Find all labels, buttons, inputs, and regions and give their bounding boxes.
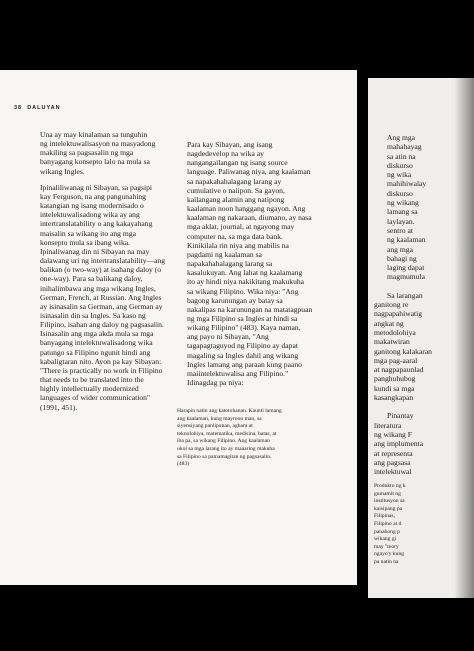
text-line: Para kay Sibayan, ang isang	[187, 140, 273, 149]
text-line: kaalaman ng nakaraan, diumano, ay nasa	[187, 213, 312, 223]
text-line: ng intelektuwalisasyon na masyadong	[40, 139, 156, 149]
text-line: ganitong kalakaran	[374, 346, 432, 356]
note-line: may "teory	[374, 543, 399, 550]
text-line: patungo sa Filipino ngunit hindi ang	[40, 347, 151, 357]
text-line: kundi sa mga	[374, 383, 415, 393]
text-line: maiintelektuwalisa ang Filipino."	[187, 368, 289, 378]
text-line: sa wikang Filipino. Wika niya: "Ang	[187, 286, 299, 296]
text-line: sa napakahahalagang larang ay	[187, 176, 282, 186]
text-line: Isinasalin ang mga akda mula sa mga	[40, 329, 154, 339]
quote-line: iba pa, sa wikang Filipino. Ang kaalaman	[177, 438, 270, 445]
text-line: laging dapat	[387, 263, 425, 273]
note-line: panahong p	[374, 528, 400, 535]
text-line: intertranslatability o ang kakayahang	[40, 219, 153, 229]
text-line: magaling sa Ingles dahil ang wikang	[187, 350, 299, 360]
text-line: sentro at	[387, 225, 413, 235]
running-head	[14, 105, 61, 111]
left-text-column	[30, 130, 167, 412]
text-line: inihalimbawa ang mga wikang Ingles,	[40, 283, 156, 293]
page-edge-shadow	[454, 78, 474, 598]
text-line: diskurso	[387, 160, 413, 170]
text-line: ang pagsasa	[374, 457, 411, 467]
text-line: at representa	[374, 448, 413, 458]
text-line: tagapagtaguyod ng Filipino ay dapat	[187, 341, 298, 351]
running-title: DALUYAN	[27, 105, 61, 111]
text-line: diskurso	[387, 188, 413, 198]
text-line: cumulative o naiipon. Sa gayon,	[187, 185, 285, 195]
text-line: panghuhubog	[374, 374, 416, 384]
text-line: literatura	[374, 420, 402, 430]
text-line: highly intellectually modernized	[40, 384, 139, 394]
text-line: kabaligtaran nito. Ayon pa kay Sibayan:	[40, 356, 162, 366]
text-line: Una ay may kinalaman sa tunguhin	[40, 130, 148, 139]
text-line: ang payo ni Sibayan, "Ang	[187, 332, 269, 342]
right-text-column	[177, 140, 320, 387]
note-line: pa natin na	[374, 558, 399, 565]
note-line: Filipinas,	[374, 513, 395, 520]
text-line: kasangkapan	[374, 393, 414, 403]
text-line: Ang mga	[387, 133, 416, 142]
quote-line: ukol sa mga larang ito ay maaaring makuha	[177, 445, 275, 452]
text-line: laylayan.	[387, 216, 415, 226]
text-line: Filipino, isahan ang daloy ng pagsasalin.	[40, 320, 164, 330]
text-line: Idinagdag pa niya:	[187, 378, 244, 388]
note-line: kaisipang pa	[374, 505, 403, 512]
text-line: makatwiran	[374, 337, 410, 347]
text-line: banyagang konsepto lalo na mula sa	[40, 157, 150, 167]
text-line: lamang sa	[387, 207, 418, 217]
text-line: magmumula	[387, 272, 425, 282]
text-line: kasalukuyan. Ang lahat ng kaalamang	[187, 268, 303, 278]
text-line: ng kaalaman	[387, 235, 426, 245]
text-line: pagdami ng kaalaman sa	[187, 249, 262, 259]
text-line: wikang Filipino" (483). Kaya naman,	[187, 323, 301, 333]
text-line: sa atin na	[387, 151, 416, 161]
text-line: Pinantay	[387, 411, 414, 421]
text-line: ang implumenta	[374, 439, 424, 449]
text-line: "There is practically no work in Filipino	[40, 365, 163, 375]
block-quotation	[177, 408, 318, 469]
page-number: 38	[14, 105, 23, 111]
text-line: ng wikang F	[374, 429, 412, 439]
paragraph	[177, 140, 320, 387]
note-line: wikang gi	[374, 536, 397, 543]
quote-line: Harapin natin ang katotohanan. Kaunti lamang	[177, 408, 282, 414]
text-line: Ipinaliwanag din ni Sibayan na may	[40, 246, 150, 256]
text-line: languages of wider communication"	[40, 393, 151, 403]
text-line: ng wika	[387, 170, 412, 180]
text-line: nagpapahiwatig	[374, 309, 423, 319]
text-line: kay Ferguson, na ang pangunahing	[40, 191, 146, 201]
text-line: kaalaman noon hanggang ngayon. Ang	[187, 204, 306, 214]
text-line: isinasalin din sa Ingles. Sa kaso ng	[40, 310, 146, 320]
text-line: language. Paliwanag niya, ang kaalaman	[187, 167, 311, 177]
text-line: angkat ng	[374, 318, 404, 328]
note-line: institusyon sa	[374, 498, 405, 505]
text-line: kailangang alamin ang natipong	[187, 194, 285, 204]
quote-line: siyensiyang panlipunan, agham at	[177, 423, 253, 430]
text-line: one-way). Para sa balikang daloy,	[40, 274, 143, 284]
quote-line: teknolohiya, matematika, medisina, batas, at	[177, 430, 277, 437]
text-line: balikan (o two-way) at isahang daloy (o	[40, 265, 162, 275]
note-line: ngayo'y kung	[374, 551, 405, 558]
quote-line: (483)	[177, 461, 190, 468]
text-line: ganitong re	[374, 300, 409, 310]
paragraph	[30, 130, 167, 176]
note-line: Filipino at d	[374, 520, 402, 527]
left-page	[0, 70, 357, 585]
text-line: bahagi ng	[387, 253, 417, 263]
text-line: maisalin sa wikang ito ang mga	[40, 228, 136, 238]
text-line: bagong karunungan ay batay sa	[187, 295, 283, 305]
text-line: metodolohiya	[374, 327, 416, 337]
text-line: Ipinaliliwanag ni Sibayan, sa pagsipi	[40, 182, 152, 192]
text-line: katangian ng isang modernisado o	[40, 201, 144, 211]
text-line: mga pag-aaral	[374, 355, 418, 365]
text-line: nangangailangan ng isang source	[187, 158, 288, 168]
text-line: at nagpapaunlad	[374, 365, 424, 375]
text-line: nakalipas na karunungan na matatagpuan	[187, 304, 313, 314]
text-line: German, French, at Russian. Ang Ingles	[40, 292, 162, 302]
text-line: napakahahalagang larang sa	[187, 259, 273, 269]
text-line: nagdedevelop na wika ay	[187, 149, 264, 159]
text-line: ay isinasalin sa German, ang German ay	[40, 301, 163, 311]
text-line: banyagang intelektuwalisadong wika	[40, 338, 153, 348]
right-page-partial	[368, 78, 474, 598]
text-line: dalawang uri ng intertranslatability—ang	[40, 256, 166, 266]
text-line: ng mga Filipino sa Ingles at hindi sa	[187, 313, 298, 323]
text-line: Kinikilala rin niya ang mabilis na	[187, 240, 289, 250]
text-line: intelektuwalisadong wika ay ang	[40, 210, 140, 220]
note-line: Produkto ng k	[374, 483, 406, 489]
quote-line: ang kaalaman, kung mayroon man, sa	[177, 415, 262, 422]
text-line: mahahayag	[387, 142, 422, 152]
text-line: ito ay hindi niya nakikitang makukuha	[187, 277, 305, 287]
paragraph	[30, 183, 167, 412]
text-line: mga aklat, journal, at ngayong may	[187, 222, 295, 232]
text-line: ang mga	[387, 244, 413, 254]
text-line: ng wikang	[387, 198, 419, 208]
text-line: computer na, sa mga data bank.	[187, 231, 283, 241]
quote-line: sa Filipino sa pamamagitan ng pagsasalin.	[177, 453, 272, 460]
text-line: that needs to be translated into the	[40, 375, 144, 385]
text-line: makiling sa pagsasalin ng mga	[40, 148, 134, 158]
text-line: konsepto mula sa ibang wika.	[40, 237, 131, 247]
text-line: wikang Ingles.	[40, 166, 85, 176]
text-line: Sa larangan	[387, 290, 423, 300]
text-line: intelektuwal	[374, 467, 412, 477]
note-line: gumamit ng	[374, 490, 401, 497]
text-line: Ingles lamang ang paraan kung paano	[187, 359, 302, 369]
text-line: (1991, 451).	[40, 402, 78, 412]
text-line: mahihiwalay	[387, 179, 427, 189]
